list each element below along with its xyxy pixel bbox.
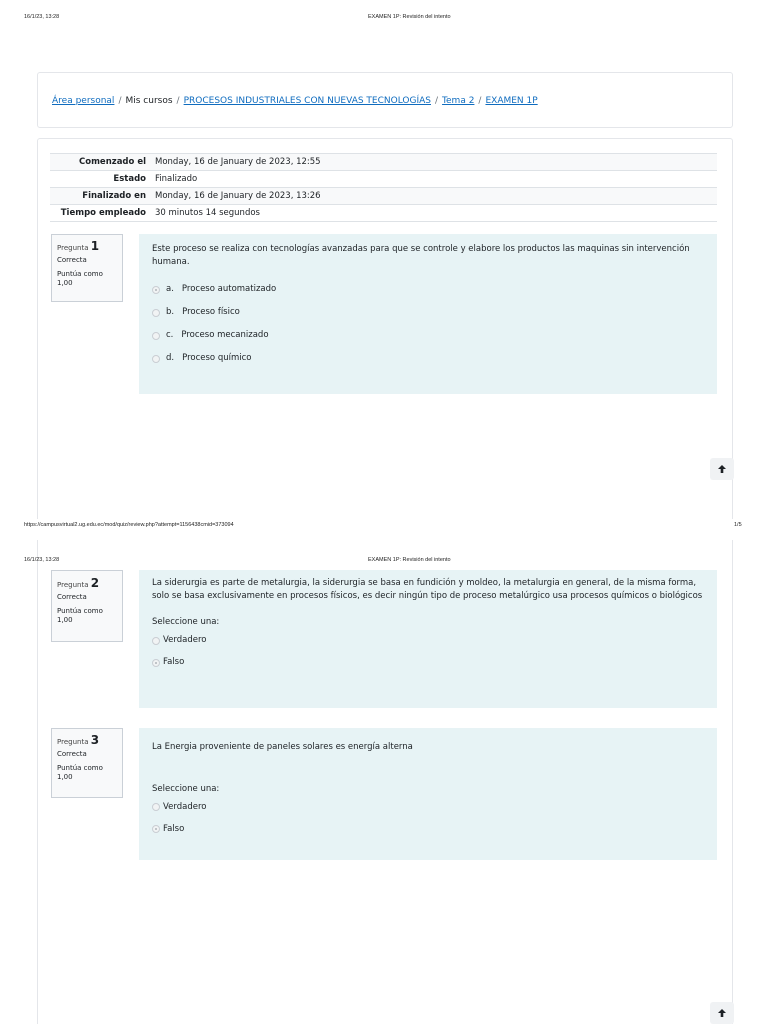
answer-option-b[interactable]	[152, 301, 704, 324]
answer-option-verdadero[interactable]	[152, 796, 704, 818]
option-label: Proceso químico	[182, 353, 252, 364]
question-number: Pregunta 1	[57, 239, 100, 253]
summary-row	[50, 171, 717, 188]
option-label: Proceso físico	[182, 307, 240, 318]
option-label: Verdadero	[163, 801, 207, 812]
option-letter: c.	[166, 330, 174, 341]
print-url: https://campusvirtual2.ug.edu.ec/mod/quiz/review.php?attempt=1156438cmid=373094	[24, 522, 234, 528]
answer-option-c[interactable]	[152, 324, 704, 347]
radio-selected-icon[interactable]	[152, 659, 160, 667]
question-grade-value: 1,00	[57, 773, 73, 782]
breadcrumb-separator: /	[478, 96, 482, 106]
question-grade-value: 1,00	[57, 279, 73, 288]
question-state: Correcta	[57, 750, 87, 759]
question-grade-label: Puntúa como	[57, 269, 103, 278]
answer-option-verdadero[interactable]	[152, 630, 704, 652]
breadcrumb-mis-cursos: Mis cursos	[125, 96, 173, 106]
question-1-content	[139, 234, 717, 394]
print-page-number: 1/5	[734, 522, 742, 528]
breadcrumb-separator: /	[118, 96, 122, 106]
summary-value: Monday, 16 de January de 2023, 13:26	[151, 188, 717, 205]
print-date: 16/1/23, 13:28	[24, 14, 60, 20]
summary-label: Finalizado en	[50, 188, 151, 205]
question-grade-value: 1,00	[57, 616, 73, 625]
question-grade-label: Puntúa como	[57, 763, 103, 772]
attempt-summary-table	[50, 153, 717, 222]
option-letter: a.	[166, 284, 174, 295]
breadcrumb-link-course[interactable]: PROCESOS INDUSTRIALES CON NUEVAS TECNOLOGÍAS	[183, 96, 431, 106]
question-state: Correcta	[57, 593, 87, 602]
summary-row	[50, 154, 717, 171]
radio-icon[interactable]	[152, 355, 160, 363]
question-2-info	[51, 570, 123, 642]
breadcrumb	[52, 96, 538, 106]
print-title: EXAMEN 1P: Revisión del intento	[368, 557, 451, 563]
breadcrumb-separator: /	[435, 96, 439, 106]
question-text: La Energia proveniente de paneles solares es energía alterna	[152, 742, 413, 752]
question-number: Pregunta 2	[57, 576, 100, 590]
question-text: Este proceso se realiza con tecnologías avanzadas para que se controle y elabore los productos las maquinas sin intervención humana.	[152, 244, 690, 268]
summary-value: 30 minutos 14 segundos	[151, 205, 717, 222]
breadcrumb-link-topic[interactable]: Tema 2	[442, 96, 475, 106]
select-prompt: Seleccione una:	[152, 617, 220, 628]
answer-options	[152, 278, 704, 370]
option-letter: b.	[166, 307, 175, 318]
question-3-info	[51, 728, 123, 798]
radio-selected-icon[interactable]	[152, 286, 160, 294]
arrow-up-icon	[717, 464, 727, 474]
back-to-top-button[interactable]	[710, 458, 734, 480]
option-label: Falso	[163, 656, 185, 667]
summary-label: Comenzado el	[50, 154, 151, 171]
print-date: 16/1/23, 13:28	[24, 557, 60, 563]
radio-icon[interactable]	[152, 803, 160, 811]
answer-option-falso[interactable]	[152, 652, 704, 674]
answer-option-a[interactable]	[152, 278, 704, 301]
option-label: Falso	[163, 823, 185, 834]
breadcrumb-card	[37, 72, 733, 128]
option-label: Proceso automatizado	[181, 284, 277, 295]
select-prompt: Seleccione una:	[152, 784, 220, 795]
answer-option-falso[interactable]	[152, 818, 704, 840]
question-1-info	[51, 234, 123, 302]
summary-value: Finalizado	[151, 171, 717, 188]
summary-label: Tiempo empleado	[50, 205, 151, 222]
question-state: Correcta	[57, 256, 87, 265]
back-to-top-button[interactable]	[710, 1002, 734, 1024]
summary-value: Monday, 16 de January de 2023, 12:55	[151, 154, 717, 171]
print-title: EXAMEN 1P: Revisión del intento	[368, 14, 451, 20]
question-grade-label: Puntúa como	[57, 606, 103, 615]
radio-icon[interactable]	[152, 637, 160, 645]
breadcrumb-link-area-personal[interactable]: Área personal	[52, 96, 115, 106]
question-number: Pregunta 3	[57, 733, 100, 747]
radio-icon[interactable]	[152, 309, 160, 317]
arrow-up-icon	[717, 1008, 727, 1018]
option-label: Proceso mecanizado	[181, 330, 269, 341]
breadcrumb-separator: /	[176, 96, 180, 106]
option-letter: d.	[166, 353, 175, 364]
answer-option-d[interactable]	[152, 347, 704, 370]
radio-selected-icon[interactable]	[152, 825, 160, 833]
question-3-content	[139, 728, 717, 860]
summary-label: Estado	[50, 171, 151, 188]
breadcrumb-link-exam[interactable]: EXAMEN 1P	[485, 96, 538, 106]
summary-row	[50, 188, 717, 205]
option-label: Verdadero	[163, 634, 207, 645]
question-text: La siderurgia es parte de metalurgia, la siderurgia se basa en fundición y moldeo, la metalurgia en general, de la misma forma, solo se basa exclusivamente en procesos físicos, es decir ningún tipo de proceso metalúrgico usa procesos químicos o biológicos	[152, 578, 703, 602]
summary-row	[50, 205, 717, 222]
radio-icon[interactable]	[152, 332, 160, 340]
question-2-content	[139, 570, 717, 708]
